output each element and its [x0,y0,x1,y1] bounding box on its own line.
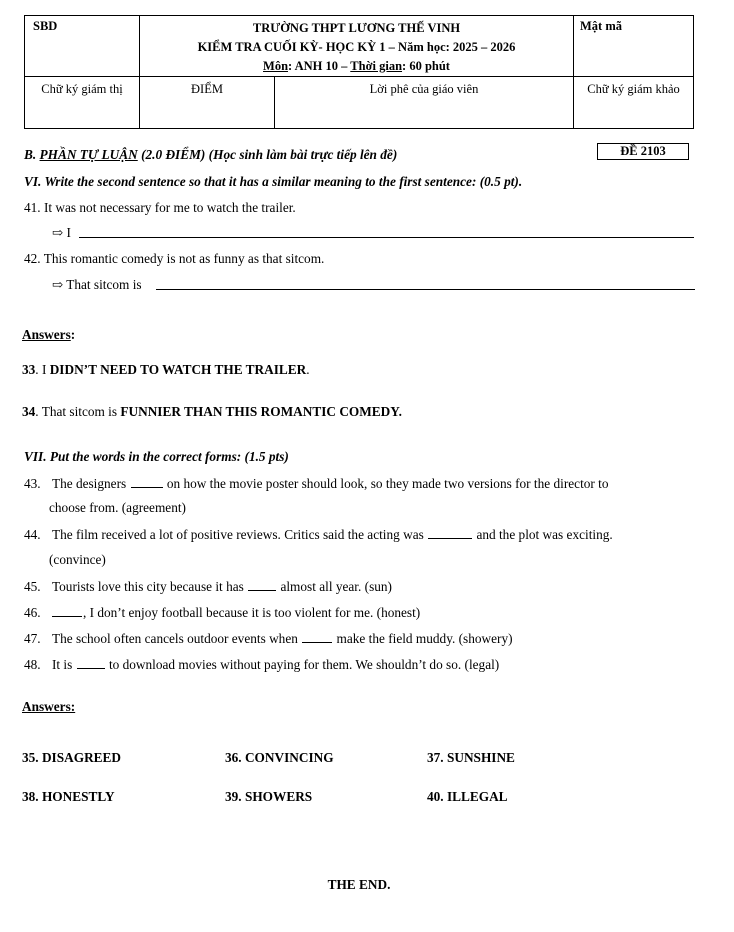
answers-7-label: Answers: [22,699,76,714]
question-47: 47. The school often cancels outdoor events when make the field muddy. (showery) [24,631,513,646]
examiner-signature-cell: Chữ ký giám khảo [574,77,694,129]
answer-40: 40. ILLEGAL [427,789,508,804]
question-41-prompt: ⇨ I [52,225,71,240]
answer-38: 38. HONESTLY [22,789,115,804]
answer-35: 35. DISAGREED [22,750,122,765]
answer-33: 33. I DIDN’T NEED TO WATCH THE TRAILER. [22,362,310,377]
school-name: TRƯỜNG THPT LƯƠNG THẾ VINH [252,21,461,35]
exam-code-box: ĐỀ 2103 [597,143,689,160]
exam-header-table [24,15,694,129]
supervisor-signature-cell: Chữ ký giám thị [25,77,140,129]
answer-line-42[interactable] [156,289,695,290]
answer-39: 39. SHOWERS [225,789,313,804]
code-cell [574,16,694,77]
sbd-label: SBD [33,19,58,33]
question-46: 46. , I don’t enjoy football because it is too violent for me. (honest) [24,605,421,620]
question-44: 44. The film received a lot of positive reviews. Critics said the acting was and the plot was exciting. [24,527,613,542]
code-label: Mật mã [580,19,622,33]
answer-37: 37. SUNSHINE [427,750,515,765]
question-45: 45. Tourists love this city because it has almost all year. (sun) [24,579,392,594]
blank-45[interactable] [248,578,276,591]
subject-line: Môn: ANH 10 – Thời gian: 60 phút [263,59,450,73]
blank-47[interactable] [302,630,332,643]
question-42: 42. This romantic comedy is not as funny as that sitcom. [24,251,325,266]
answers-6-label: Answers: [22,327,76,342]
blank-46[interactable] [52,604,82,617]
blank-43[interactable] [131,475,163,488]
answer-36: 36. CONVINCING [225,750,334,765]
section-6-title: VI. Write the second sentence so that it has a similar meaning to the first sentence: (0.5 pt). [24,174,523,189]
school-cell [140,16,574,77]
question-43: 43. The designers on how the movie poster should look, so they made two versions for the director to [24,476,609,491]
answer-34: 34. That sitcom is FUNNIER THAN THIS ROMANTIC COMEDY. [22,404,402,419]
sbd-cell [25,16,140,77]
score-cell: ĐIỂM [140,77,275,129]
question-41: 41. It was not necessary for me to watch the trailer. [24,200,296,215]
blank-44[interactable] [428,526,472,539]
question-42-prompt: ⇨ That sitcom is [52,277,142,292]
blank-48[interactable] [77,656,105,669]
answer-line-41[interactable] [79,237,694,238]
exam-title: KIỂM TRA CUỐI KỲ- HỌC KỲ 1 – Năm học: 2025 – 2026 [197,40,516,54]
question-43-cont: choose from. (agreement) [49,500,186,515]
question-44-cont: (convince) [49,552,106,567]
section-7-title: VII. Put the words in the correct forms: (1.5 pts) [24,449,289,464]
the-end: THE END. [327,877,391,892]
question-48: 48. It is to download movies without paying for them. We shouldn’t do so. (legal) [24,657,500,672]
part-b-title: B. PHẦN TỰ LUẬN (2.0 ĐIỂM) (Học sinh làm bài trực tiếp lên đề) [24,147,398,162]
teacher-comment-cell: Lời phê của giáo viên [275,77,574,129]
